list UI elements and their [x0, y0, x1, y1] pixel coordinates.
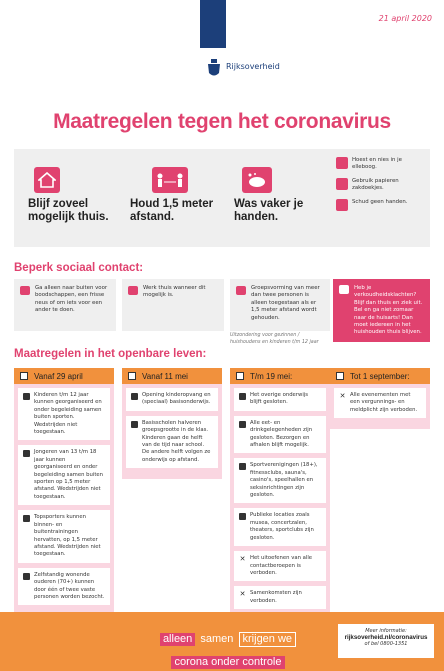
- list-item-text: Alle evenementen met een vergunnings- en meldplicht zijn verboden.: [350, 392, 418, 413]
- calendar-icon: [128, 372, 136, 380]
- info-box: [338, 624, 434, 658]
- check-icon: [23, 393, 30, 400]
- crest-icon: [206, 58, 222, 78]
- no-handshake-icon: [336, 199, 348, 211]
- column-header-label: Tot 1 september:: [350, 371, 410, 381]
- column-body: [230, 384, 330, 620]
- slogan-word: alleen: [160, 633, 195, 646]
- cross-icon: ✕: [239, 590, 246, 599]
- house-icon: [34, 167, 60, 193]
- list-item: [234, 388, 326, 411]
- lock-icon: [239, 513, 246, 520]
- column-body: [14, 384, 114, 616]
- hygiene-list: [336, 157, 424, 218]
- list-item-text: Sportverenigingen (18+), fitnessclubs, sauna's, casino's, speelhallen en seksinrichtingen zijn gesloten.: [250, 462, 318, 499]
- calendar-icon: [336, 372, 344, 380]
- org-name: Rijksoverheid: [226, 62, 280, 71]
- lock-icon: [239, 393, 246, 400]
- slogan-word: krijgen we: [239, 632, 297, 647]
- column-body: [122, 384, 222, 479]
- social-card: [122, 279, 224, 331]
- lock-icon: [239, 421, 246, 428]
- column-vanaf-29-april: [14, 368, 114, 616]
- social-card-text: Groepsvorming van meer dan twee personen is alleen toegestaan als er 1,5 meter afstand wordt gehouden.: [251, 285, 320, 321]
- column-header: [122, 368, 222, 384]
- measure-wash-hands: [234, 167, 324, 224]
- measure-label: Was vaker je: [234, 198, 304, 210]
- list-item-text: Opening kinderopvang en (speciaal) basisonderwijs.: [142, 392, 211, 406]
- calendar-icon: [236, 372, 244, 380]
- measure-label: Blijf zoveel: [28, 198, 89, 210]
- slogan-word: samen: [200, 633, 234, 645]
- list-item: [126, 416, 218, 468]
- column-header: [14, 368, 114, 384]
- column-vanaf-11-mei: [122, 368, 222, 479]
- list-item-text: Alle eet- en drinkgelegenheden zijn gesloten. Bezorgen en afhalen blijft mogelijk.: [250, 419, 313, 449]
- list-item-text: Publieke locaties zoals musea, concertzalen, theaters, sportclubs zijn gesloten.: [250, 512, 314, 541]
- column-header-label: Vanaf 29 april: [34, 371, 83, 381]
- social-card: [230, 279, 330, 331]
- social-section-title: Beperk sociaal contact:: [14, 262, 144, 274]
- laptop-icon: [128, 286, 138, 295]
- social-card-text: Ga alleen naar buiten voor boodschappen, een frisse neus of om iets voor een ander te doen.: [35, 285, 108, 314]
- lock-icon: [239, 463, 246, 470]
- tissue-icon: [336, 178, 348, 190]
- social-card: [14, 279, 116, 331]
- list-item: [234, 551, 326, 581]
- column-header-label: Vanaf 11 mei: [142, 371, 188, 381]
- column-header: [330, 368, 430, 384]
- list-item: [234, 586, 326, 609]
- list-item: [126, 388, 218, 411]
- check-icon: [131, 421, 138, 428]
- slogan: [158, 627, 298, 669]
- info-url-link[interactable]: rijksoverheid.nl/coronavirus: [344, 634, 428, 641]
- column-body: [330, 384, 430, 429]
- hygiene-text: Hoest en nies in je elleboog.: [352, 157, 402, 170]
- list-item-text: Jongeren van 13 t/m 18 jaar kunnen georganiseerd en onder begeleiding samen buiten sporten op 1,5 meter afstand. Wedstrijden niet toegestaan.: [34, 449, 104, 500]
- column-tot-1-september: [330, 368, 430, 429]
- check-icon: [23, 515, 30, 522]
- social-card-text: Werk thuis wanneer dit mogelijk is.: [143, 285, 206, 299]
- check-icon: [23, 450, 30, 457]
- list-item: [234, 416, 326, 454]
- symptoms-card: [333, 279, 430, 342]
- symptoms-text: Heb je verkoudheidsklachten? Blijf dan thuis en ziek uit. Bel en ga niet zomaar naar de huisarts! Dan moet iedereen in het huishouden thuis blijven.: [354, 285, 423, 336]
- cross-icon: ✕: [239, 555, 246, 564]
- list-item: [18, 568, 110, 606]
- list-item-text: Samenkomsten zijn verboden.: [250, 590, 302, 604]
- list-item-text: Zelfstandig wonende ouderen (70+) kunnen door één of twee vaste personen worden bezocht.: [34, 571, 105, 600]
- measure-stay-home: [28, 167, 120, 224]
- group-icon: [236, 286, 246, 295]
- hygiene-text: Schud geen handen.: [352, 199, 408, 205]
- list-item: [234, 508, 326, 546]
- list-item-text: Basisscholen halveren groepsgrootte in de klas. Kinderen gaan de helft van de tijd naar school. De andere helft volgen ze onderwijs op afstand.: [142, 419, 211, 463]
- check-icon: [23, 573, 30, 580]
- list-item-text: Het overige onderwijs blijft gesloten.: [250, 392, 309, 406]
- slogan-line: corona onder controle: [171, 656, 284, 669]
- measure-label: mogelijk thuis.: [28, 211, 109, 223]
- date-label: 21 april 2020: [378, 14, 432, 23]
- list-item: [18, 445, 110, 505]
- measure-label: afstand.: [130, 211, 175, 223]
- key-measures-panel: [14, 149, 430, 247]
- list-item: [334, 388, 426, 418]
- list-item-text: Kinderen t/m 12 jaar kunnen georganiseerd en onder begeleiding samen buiten sporten. Wedstrijden niet toegestaan.: [34, 392, 102, 436]
- handwash-icon: [242, 167, 272, 193]
- calendar-icon: [20, 372, 28, 380]
- column-tm-19-mei: [230, 368, 330, 620]
- measure-label: Houd 1,5 meter: [130, 198, 214, 210]
- cross-icon: ✕: [339, 392, 346, 400]
- measure-distance: [130, 167, 226, 224]
- column-header-label: T/m 19 mei:: [250, 371, 293, 381]
- measure-label: handen.: [234, 211, 279, 223]
- hygiene-text: Gebruik papieren zakdoekjes.: [352, 178, 399, 191]
- list-item-text: Het uitoefenen van alle contactberoepen is verboden.: [250, 555, 313, 576]
- check-icon: [131, 393, 138, 400]
- home-icon: [20, 286, 30, 295]
- list-item: [234, 458, 326, 503]
- page-title: Maatregelen tegen het coronavirus: [53, 110, 391, 133]
- hygiene-item: [336, 157, 424, 171]
- distance-icon: [152, 167, 188, 193]
- hygiene-item: [336, 178, 424, 192]
- list-item-text: Topsporters kunnen binnen- en buitentrainingen hervatten, op 1,5 meter afstand. Wedstrijden niet toegestaan.: [34, 514, 101, 558]
- list-item: [18, 388, 110, 440]
- public-section-title: Maatregelen in het openbare leven:: [14, 348, 207, 360]
- logo-bar: [200, 0, 226, 48]
- hygiene-item: [336, 199, 424, 211]
- info-label: Meer informatie:: [365, 628, 407, 634]
- social-exception-note: Uitzondering voor gezinnen / huishoudens en kinderen t/m 12 jaar: [230, 333, 319, 345]
- info-phone: of bel 0800-1351: [364, 641, 408, 647]
- elbow-icon: [336, 157, 348, 169]
- list-item: [18, 510, 110, 562]
- person-icon: [339, 285, 349, 294]
- column-header: [230, 368, 330, 384]
